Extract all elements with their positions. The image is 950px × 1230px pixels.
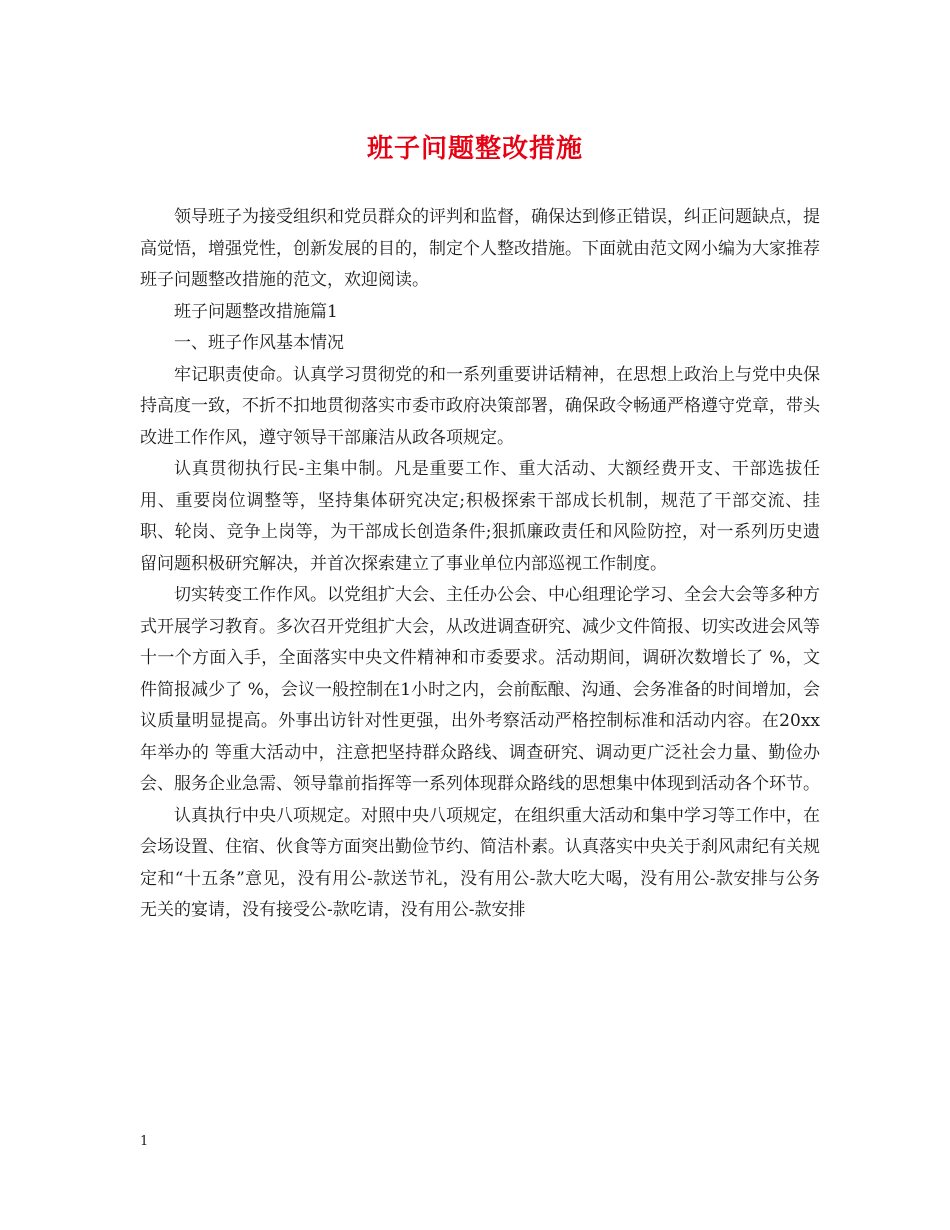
body-paragraph: 认真执行中央八项规定。对照中央八项规定，在组织重大活动和集中学习等工作中，在会场设置、住宿、伙食等方面突出勤俭节约、简洁朴素。认真落实中央关于刹风肃纪有关规定和“十五条”意见，没有用公-款送节礼，没有用公-款大吃大喝，没有用公-款安排与公务无关的宴请，没有接受公-款吃请，没有用公-款安排	[140, 805, 820, 920]
document-body	[140, 202, 820, 927]
body-paragraph: 切实转变工作作风。以党组扩大会、主任办公会、中心组理论学习、全会大会等多种方式开展学习教育。多次召开党组扩大会，从改进调查研究、减少文件简报、切实改进会风等十一个方面入手，全面落实中央文件精神和市委要求。活动期间，调研次数增长了 %，文件简报减少了 %，会议一般控制在1小时之内，会前酝酿、沟通、会务准备的时间增加，会议质量明显提高。外事出访针对性更强，出外考察活动严格控制标准和活动内容。在20xx年举办的 等重大活动中，注意把坚持群众路线、调查研究、调动更广泛社会力量、勤俭办会、服务企业急需、领导靠前指挥等一系列体现群众路线的思想集中体现到活动各个环节。	[140, 585, 820, 794]
intro-paragraph: 领导班子为接受组织和党员群众的评判和监督，确保达到修正错误，纠正问题缺点，提高觉悟，增强党性，创新发展的目的，制定个人整改措施。下面就由范文网小编为大家推荐班子问题整改措施的范文，欢迎阅读。	[140, 207, 820, 290]
document-title: 班子问题整改措施	[366, 134, 583, 164]
body-paragraph: 认真贯彻执行民-主集中制。凡是重要工作、重大活动、大额经费开支、干部选拔任用、重要岗位调整等，坚持集体研究决定;积极探索干部成长机制，规范了干部交流、挂职、轮岗、竞争上岗等，为干部成长创造条件;狠抓廉政责任和风险防控，对一系列历史遗留问题积极研究解决，并首次探索建立了事业单位内部巡视工作制度。	[140, 459, 820, 574]
body-paragraph: 牢记职责使命。认真学习贯彻党的和一系列重要讲话精神，在思想上政治上与党中央保持高度一致，不折不扣地贯彻落实市委市政府决策部署，确保政令畅通严格遵守党章，带头改进工作作风，遵守领导干部廉洁从政各项规定。	[140, 364, 820, 448]
page-number: 1	[140, 1134, 149, 1149]
subsection-heading: 一、班子作风基本情况	[174, 333, 344, 353]
section-heading: 班子问题整改措施篇1	[174, 301, 338, 322]
